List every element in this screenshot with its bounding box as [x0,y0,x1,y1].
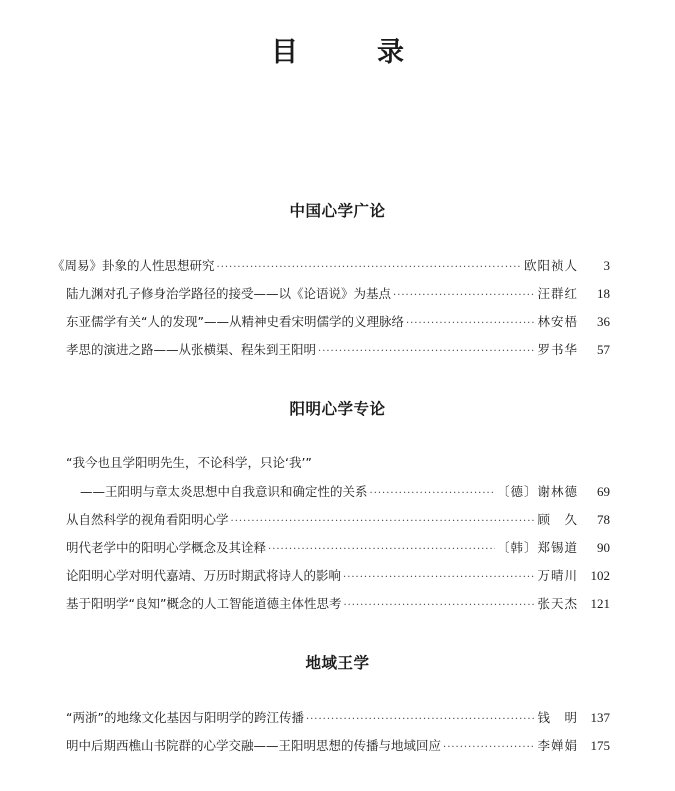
entry-author: 汪群红 [537,286,578,301]
toc-entry[interactable] [66,736,610,756]
dot-leader [370,488,495,499]
dot-leader [268,544,495,555]
entry-title: 孝思的演进之路——从张横渠、程朱到王阳明 [66,342,317,357]
toc-entry[interactable] [66,340,610,360]
entry-author: 万晴川 [537,568,578,583]
dot-leader [343,600,535,611]
dot-leader [406,318,536,329]
entry-author: 林安梧 [537,314,578,329]
dot-leader [306,714,536,725]
entry-title: ——王阳明与章太炎思想中自我意识和确定性的关系 [80,484,368,499]
entry-author: 罗书华 [537,342,578,357]
entry-title: 《周易》卦象的人性思想研究 [52,258,215,273]
entry-page: 69 [597,484,610,499]
entry-page: 137 [590,710,610,725]
entry-author: 顾 久 [537,512,578,527]
entry-author: 钱 明 [537,710,578,725]
toc-entry[interactable] [66,538,610,558]
entry-title: 基于阳明学“良知”概念的人工智能道德主体性思考 [66,596,342,611]
entry-author: 欧阳祯人 [523,258,578,273]
entry-page: 57 [597,342,610,357]
entry-title: 明代老学中的阳明心学概念及其诠释 [66,540,267,555]
entry-author: 〔韩〕郑锡道 [496,540,578,555]
toc-entry[interactable] [66,594,610,614]
dot-leader [443,742,535,753]
toc-entry[interactable] [66,566,610,586]
toc-entry[interactable] [66,708,610,728]
entry-author: 李婵娟 [537,738,578,753]
entry-page: 102 [590,568,610,583]
entry-page: 121 [590,596,610,611]
dot-leader [231,516,536,527]
toc-entry[interactable] [80,482,610,502]
section-heading-3: 地域王学 [305,654,370,672]
toc-entry[interactable] [66,312,610,332]
entry-page: 3 [603,258,610,273]
entry-page: 78 [597,512,610,527]
entry-author: 张天杰 [537,596,578,611]
entry-author: 〔德〕谢林德 [496,484,578,499]
entry-title: 东亚儒学有关“人的发现”——从精神史看宋明儒学的义理脉络 [66,314,404,329]
toc-entry[interactable] [66,510,610,530]
entry-title: “两浙”的地缘文化基因与阳明学的跨江传播 [66,710,304,725]
entry-page: 90 [597,540,610,555]
entry-title: 明中后期西樵山书院群的心学交融——王阳明思想的传播与地域回应 [66,738,442,753]
section-heading-1: 中国心学广论 [289,202,386,220]
section-heading-2: 阳明心学专论 [289,400,386,418]
entry-title: 从自然科学的视角看阳明心学 [66,512,229,527]
entry-page: 175 [590,738,610,753]
dot-leader [217,262,522,273]
toc-entry[interactable] [66,284,610,304]
dot-leader [318,346,535,357]
entry-title: 陆九渊对孔子修身治学路径的接受——以《论语说》为基点 [66,286,392,301]
toc-entry[interactable] [52,256,610,276]
dot-leader [393,290,535,301]
entry-page: 18 [597,286,610,301]
entry-title: 论阳明心学对明代嘉靖、万历时期武将诗人的影响 [66,568,342,583]
dot-leader [343,572,535,583]
page-title: 目 录 [271,37,430,68]
entry-title-first-line: “我今也且学阳明先生，不论科学，只论‘我’” [66,455,312,470]
entry-page: 36 [597,314,610,329]
